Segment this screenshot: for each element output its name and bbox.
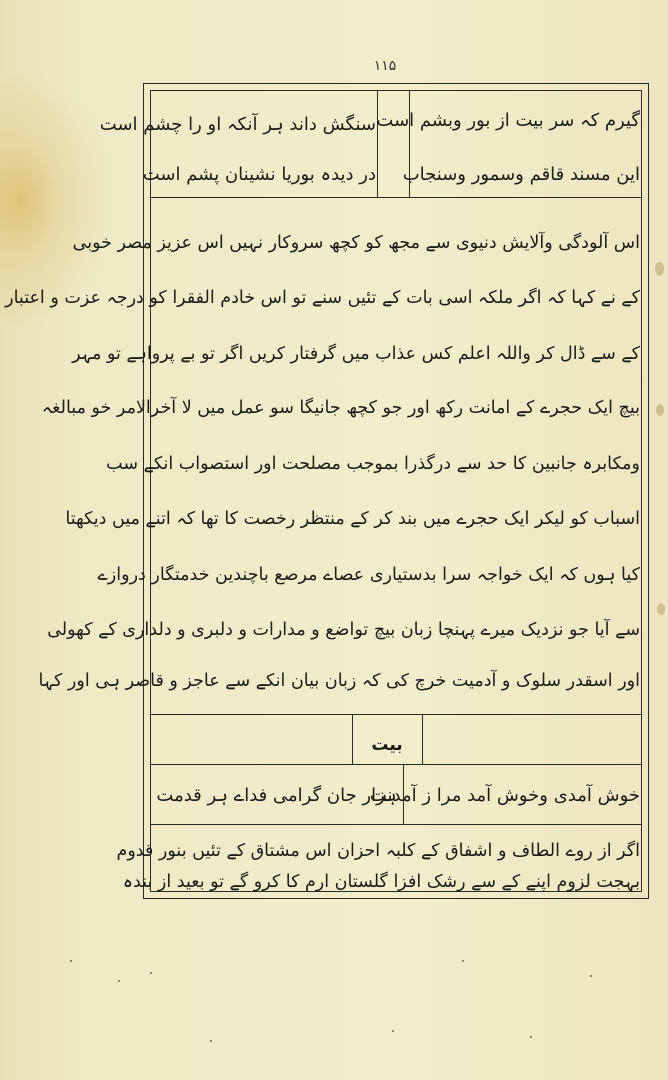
rule-line xyxy=(150,197,642,198)
paper-speck xyxy=(530,1036,532,1038)
prose-line: اور اسقدر سلوک و آدمیت خرچ کی کہ زبان بیان انکے سے عاجز و قاصر ہی اور کہا xyxy=(38,671,640,691)
page-number: ۱۱۵ xyxy=(373,58,397,74)
prose-line: سے آیا جو نزدیک میرے پہنچا زبان بیچ تواضع و مدارات و دلبری و دلداری کے کھولی xyxy=(47,620,640,640)
verse-right-line-1: گیرم کہ سر بیت از بور وبشم است xyxy=(376,110,640,131)
prose-line: بہجت لزوم اپنے کے سے رشک افزا گلستان ارم کا کرو گے تو بعید از بندہ xyxy=(122,872,640,892)
prose-line: اسباب کو لیکر ایک حجرے میں بند کر کے منتظر رخصت کا تھا کہ اتنے میں دیکھتا xyxy=(65,509,640,529)
binding-hole xyxy=(657,603,665,615)
verse-left-line-1: سنگش داند ہر آنکہ او را چشم است xyxy=(99,114,376,135)
rule-line xyxy=(150,824,642,825)
binding-hole xyxy=(656,404,664,416)
prose-line: کے سے ڈال کر واللہ اعلم کس عذاب میں گرفتار کریں اگر تو بے پرواہے تو مہر xyxy=(72,344,640,364)
prose-line: کے نے کہا کہ اگر ملکہ اسی بات کے تئیں سنے تو اس خادم الفقرا کو درجہ عزت و اعتبار xyxy=(5,288,640,308)
couplet-right-verse: خوش آمدی وخوش آمد مرا ز آمدنت xyxy=(369,785,640,806)
verse-left-line-2: در دیدہ بوریا نشینان پشم است xyxy=(142,164,376,185)
paper-speck xyxy=(210,1040,212,1042)
prose-line: کیا ہوں کہ ایک خواجہ سرا بدستیاری عصاے مرصع باچندین خدمتگار دروازے xyxy=(97,565,640,585)
section-heading: بیت xyxy=(371,735,403,755)
prose-line: ومکابرہ جانبین کا حد سے درگذرا بموجب مصلحت اور استصواب انکے سب xyxy=(106,454,640,474)
paper-speck xyxy=(462,960,464,962)
prose-line: بیچ ایک حجرے کے امانت رکھ اور جو کچھ جانیگا سو عمل میں لا آخرالامر خو مبالغہ xyxy=(41,398,640,418)
rule-line xyxy=(150,714,642,715)
rule-line xyxy=(150,764,642,765)
column-divider xyxy=(377,90,378,197)
verse-right-line-2: این مسند قاقم وسمور وسنجاب xyxy=(402,164,640,185)
prose-line: اس آلودگی وآلایش دنیوی سے مجھ کو کچھ سروکار نہیں اس عزیز مصر خوبی xyxy=(72,233,640,253)
binding-hole xyxy=(655,262,664,276)
inner-border xyxy=(5,90,642,892)
couplet-left-verse: ہزار جان گرامی فداے ہر قدمت xyxy=(156,785,397,806)
paper-speck xyxy=(392,1030,394,1032)
paper-speck xyxy=(70,960,72,962)
prose-line: اگر از روے الطاف و اشفاق کے کلبہ احزان اس مشتاق کے تئیں بنور قدوم xyxy=(116,841,640,861)
column-divider xyxy=(422,714,423,764)
paper-speck xyxy=(118,980,120,982)
paper-speck xyxy=(590,975,592,977)
paper-speck xyxy=(150,972,152,974)
